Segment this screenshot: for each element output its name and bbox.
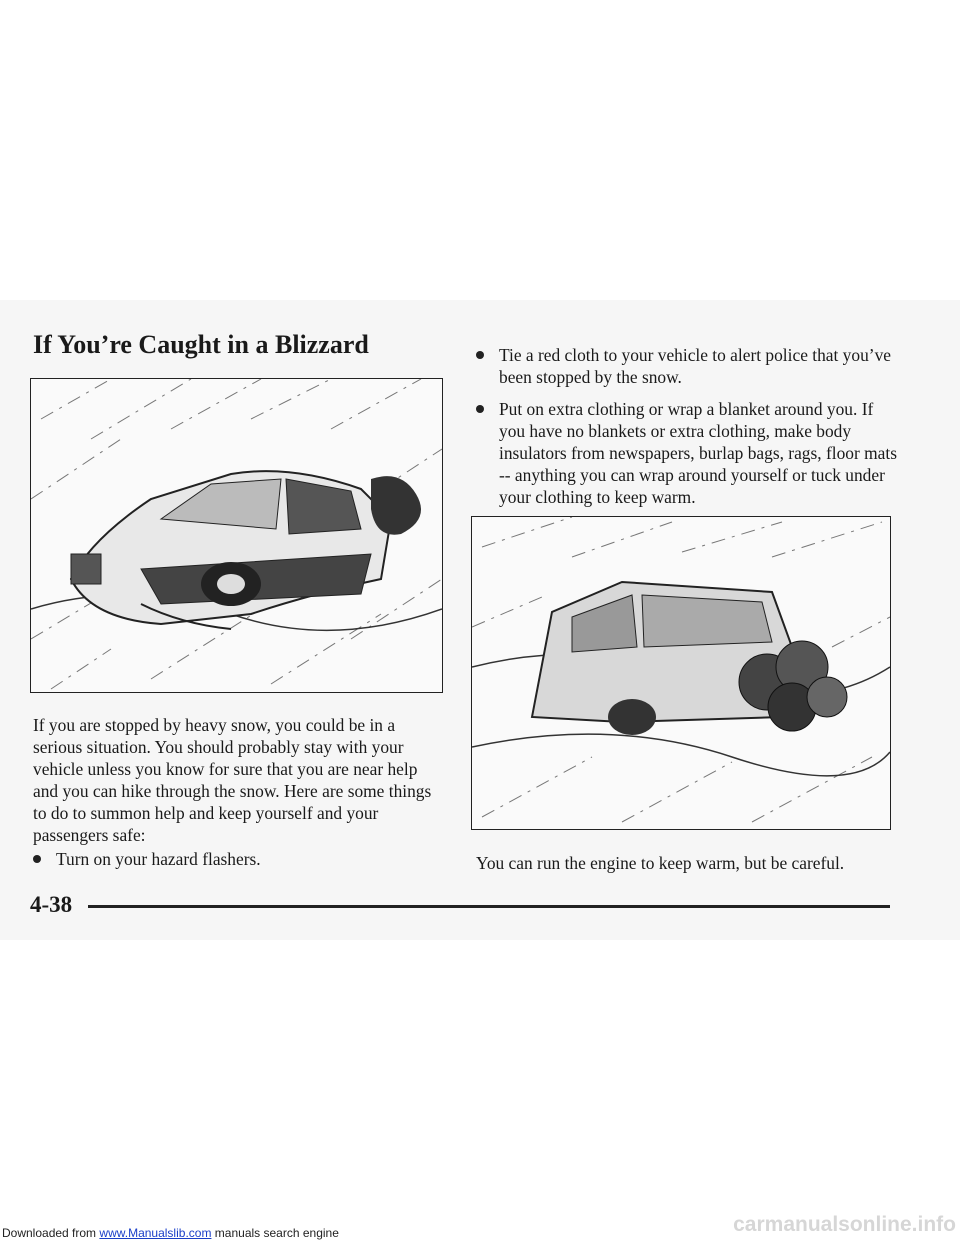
- section-heading: If You’re Caught in a Blizzard: [33, 330, 369, 359]
- watermark: carmanualsonline.info: [733, 1213, 956, 1236]
- bullet-text: Turn on your hazard flashers.: [56, 849, 261, 869]
- figure-caption: You can run the engine to keep warm, but be careful.: [476, 853, 845, 873]
- bullet-text: Tie a red cloth to your vehicle to alert police that you’ve been stopped by the snow.: [499, 345, 891, 387]
- download-footer: [2, 1226, 339, 1240]
- page-number: 4-38: [30, 892, 73, 917]
- bullet-dot-icon: [33, 855, 41, 863]
- manualslib-link[interactable]: www.Manualslib.com: [99, 1226, 212, 1240]
- car-in-snow-drawing: [31, 379, 442, 692]
- bullet-item: [476, 344, 896, 388]
- intro-paragraph: If you are stopped by heavy snow, you could be in a serious situation. You should probably stay with your vehicle unless you know for sure that you are near help and you can hike through the snow. Here are some things to do to summon help and keep yourself and your passengers safe:: [33, 715, 432, 845]
- illustration-car-in-snow: [30, 378, 443, 693]
- footer-suffix: manuals search engine: [214, 1226, 339, 1240]
- bullet-item: [476, 398, 897, 507]
- footer-prefix: Downloaded from: [2, 1226, 97, 1240]
- bullet-text: Put on extra clothing or wrap a blanket around you. If you have no blankets or extra clothing, make body insulators from newspapers, burlap bags, rags, floor mats -- anything you can wrap around yourself or tuck under your clothing to keep warm.: [499, 399, 897, 507]
- bullet-dot-icon: [476, 405, 484, 413]
- bullet-dot-icon: [476, 351, 484, 359]
- footer-rule: [88, 905, 890, 908]
- exhaust-in-snow-drawing: [472, 517, 890, 829]
- illustration-exhaust-in-snow: [471, 516, 891, 830]
- bullet-item: [33, 848, 443, 870]
